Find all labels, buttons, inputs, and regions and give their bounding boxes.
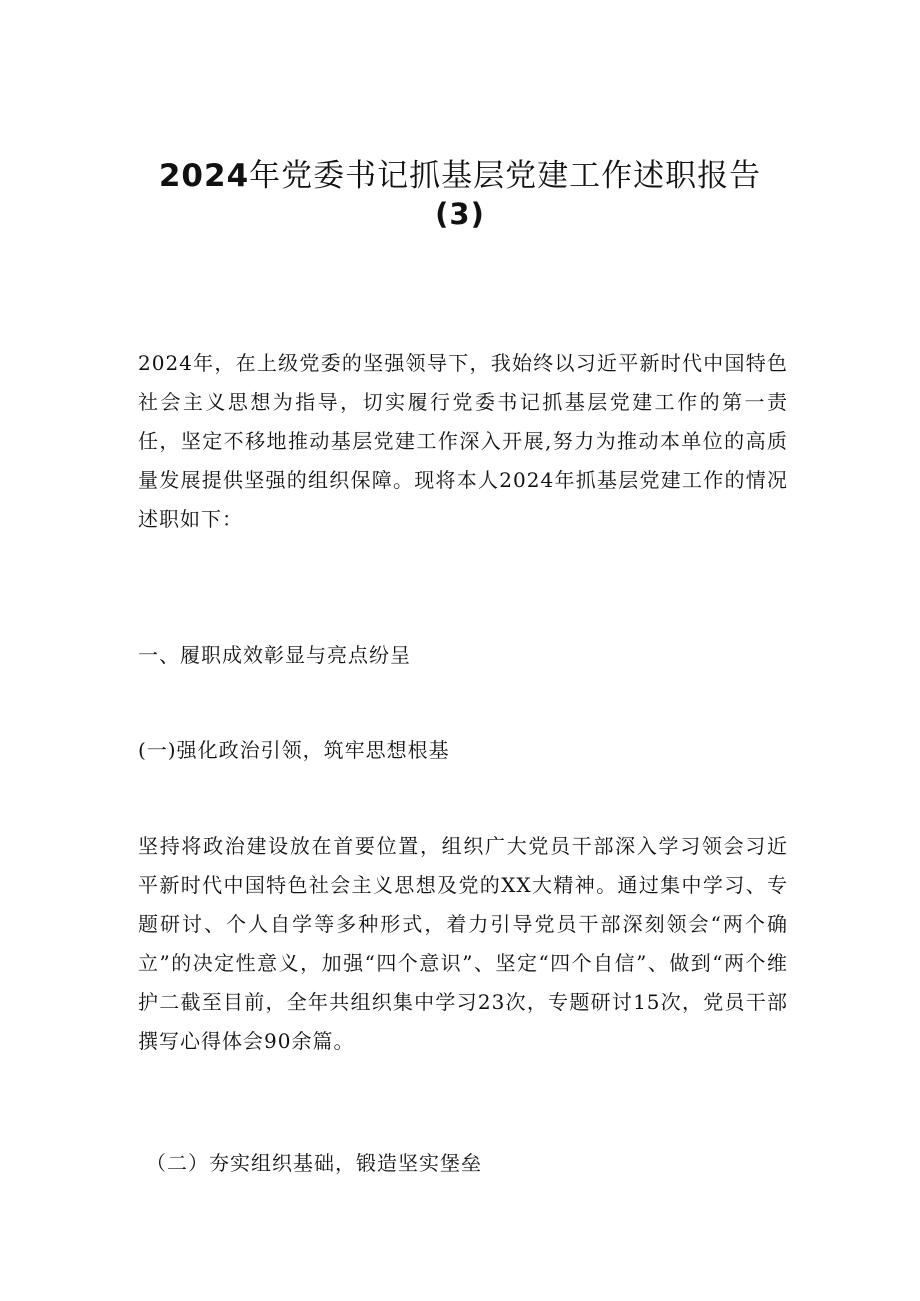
section-heading-1: 一、履职成效彰显与亮点纷呈 [138, 643, 411, 667]
document-title-number: (3) [435, 197, 485, 231]
title-text: 年党委书记抓基层党建工作述职报告 [249, 158, 762, 194]
document-title [100, 150, 820, 195]
intro-paragraph: 2024年，在上级党委的坚强领导下，我始终以习近平新时代中国特色社会主义思想为指导，切实履行党委书记抓基层党建工作的第一责任，坚定不移地推动基层党建工作深入开展,努力为推动本单位的高质量发展提供坚强的组织保障。现将本人2024年抓基层党建工作的情况述职如下： [138, 351, 788, 531]
subsection-1-paragraph: 坚持将政治建设放在首要位置，组织广大党员干部深入学习领会习近平新时代中国特色社会主义思想及党的XX大精神。通过集中学习、专题研讨、个人自学等多种形式，着力引导党员干部深刻领会“两个确立”的决定性意义，加强“四个意识”、坚定“四个自信”、做到“两个维护二截至目前，全年共组织集中学习23次，专题研讨15次，党员干部撰写心得体会90余篇。 [138, 834, 788, 1053]
title-year: 2024 [158, 158, 250, 194]
subsection-heading-2: （二）夯实组织基础，锻造坚实堡垒 [146, 1151, 482, 1175]
subsection-heading-1: (一)强化政治引领，筑牢思想根基 [138, 738, 450, 762]
